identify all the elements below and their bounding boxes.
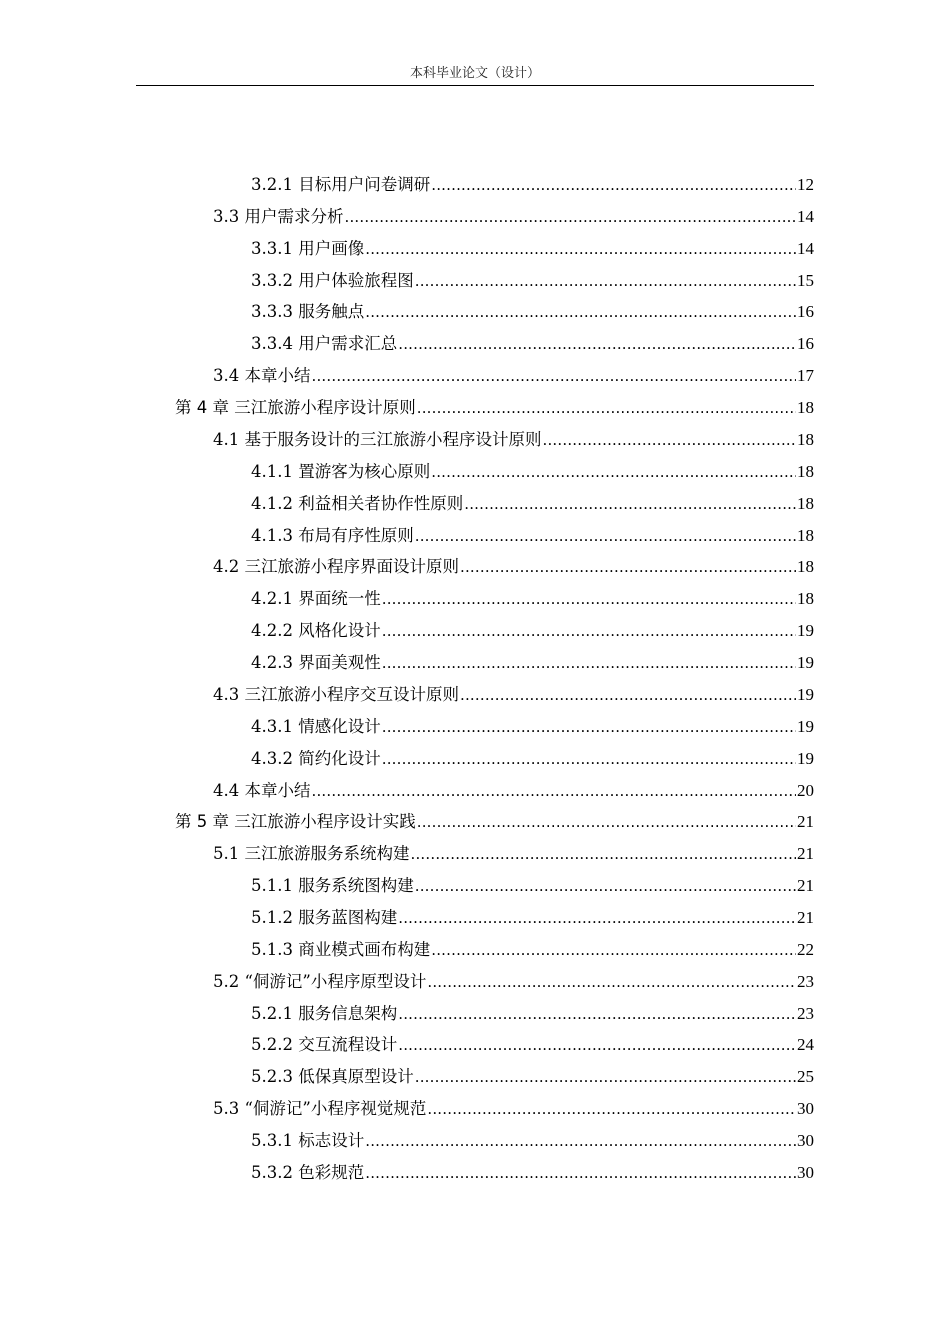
toc-entry-title: 第 4 章 三江旅游小程序设计原则 [175,398,416,418]
toc-page-number: 19 [797,621,814,641]
toc-entry-title: 4.3.2 简约化设计 [251,748,381,768]
toc-entry-title: 5.2.1 服务信息架构 [251,1003,398,1023]
toc-page-number: 17 [797,366,814,386]
toc-entry-title: 3.3.3 服务触点 [251,302,365,322]
toc-subsection-entry[interactable] [251,1063,814,1091]
toc-page-number: 15 [797,270,814,290]
toc-subsection-entry[interactable] [251,267,814,295]
toc-page-number: 19 [797,716,814,736]
toc-section-entry[interactable] [213,362,814,390]
toc-dot-leader [365,1127,796,1155]
toc-page-number: 20 [797,780,814,800]
toc-subsection-entry[interactable] [251,872,814,900]
toc-chapter-entry[interactable] [175,394,814,422]
toc-dot-leader [460,681,796,709]
toc-dot-leader [398,330,796,358]
toc-entry-title: 5.2 “侗游记”小程序原型设计 [213,971,427,991]
toc-page-number: 18 [797,461,814,481]
page-header-title: 本科毕业论文（设计） [409,66,540,81]
toc-entry-title: 5.1.1 服务系统图构建 [251,876,414,896]
toc-entry-title: 4.2.2 风格化设计 [251,621,381,641]
toc-entry-title: 4.1.1 置游客为核心原则 [251,461,431,481]
toc-dot-leader [464,490,796,518]
toc-subsection-entry[interactable] [251,617,814,645]
toc-dot-leader [382,649,796,677]
toc-dot-leader [398,1000,796,1028]
toc-page-number: 18 [797,398,814,418]
toc-dot-leader [365,235,796,263]
toc-dot-leader [382,745,796,773]
toc-subsection-entry[interactable] [251,1000,814,1028]
toc-section-entry[interactable] [213,203,814,231]
toc-section-entry[interactable] [213,840,814,868]
toc-subsection-entry[interactable] [251,490,814,518]
toc-page-number: 19 [797,653,814,673]
toc-page-number: 30 [797,1162,814,1182]
toc-subsection-entry[interactable] [251,713,814,741]
toc-page-number: 30 [797,1099,814,1119]
toc-dot-leader [382,713,796,741]
toc-page-number: 16 [797,334,814,354]
toc-entry-title: 4.4 本章小结 [213,780,311,800]
toc-page-number: 30 [797,1131,814,1151]
toc-section-entry[interactable] [213,426,814,454]
toc-page-number: 21 [797,876,814,896]
toc-entry-title: 3.4 本章小结 [213,366,311,386]
toc-subsection-entry[interactable] [251,649,814,677]
toc-page-number: 21 [797,812,814,832]
toc-dot-leader [543,426,797,454]
toc-dot-leader [460,553,796,581]
toc-page-number: 21 [797,844,814,864]
toc-dot-leader [415,522,796,550]
toc-subsection-entry[interactable] [251,171,814,199]
header-divider [136,85,814,86]
toc-subsection-entry[interactable] [251,330,814,358]
toc-dot-leader [431,171,796,199]
toc-page-number: 23 [797,1003,814,1023]
toc-subsection-entry[interactable] [251,235,814,263]
toc-section-entry[interactable] [213,681,814,709]
toc-page-number: 14 [797,238,814,258]
toc-entry-title: 3.2.1 目标用户问卷调研 [251,175,431,194]
toc-subsection-entry[interactable] [251,1127,814,1155]
toc-entry-title: 4.2 三江旅游小程序界面设计原则 [213,557,459,577]
toc-dot-leader [431,458,796,486]
toc-dot-leader [415,1063,796,1091]
toc-entry-title: 4.3.1 情感化设计 [251,716,381,736]
toc-entry-title: 4.2.1 界面统一性 [251,589,381,609]
toc-page-number: 18 [797,493,814,513]
toc-entry-title: 5.1 三江旅游服务系统构建 [213,844,410,864]
toc-dot-leader [398,1031,796,1059]
toc-entry-title: 5.2.3 低保真原型设计 [251,1067,414,1087]
toc-page-number: 22 [797,939,814,959]
toc-subsection-entry[interactable] [251,745,814,773]
toc-dot-leader [312,362,797,390]
toc-entry-title: 5.2.2 交互流程设计 [251,1035,398,1055]
toc-page-number: 21 [797,908,814,927]
toc-dot-leader [365,1159,796,1187]
toc-subsection-entry[interactable] [251,298,814,326]
toc-entry-title: 5.3.1 标志设计 [251,1131,365,1151]
toc-page-number: 18 [797,589,814,609]
toc-subsection-entry[interactable] [251,585,814,613]
toc-dot-leader [431,936,796,964]
toc-section-entry[interactable] [213,1095,814,1123]
toc-subsection-entry[interactable] [251,1031,814,1059]
toc-page-number: 18 [797,557,814,577]
toc-dot-leader [411,840,797,868]
toc-dot-leader [417,808,796,836]
toc-subsection-entry[interactable] [251,904,814,932]
toc-dot-leader [398,904,796,932]
toc-subsection-entry[interactable] [251,458,814,486]
toc-section-entry[interactable] [213,553,814,581]
toc-entry-title: 第 5 章 三江旅游小程序设计实践 [175,812,416,832]
toc-page-number: 18 [797,429,814,449]
toc-entry-title: 4.2.3 界面美观性 [251,653,381,673]
toc-entry-title: 3.3.1 用户画像 [251,238,365,258]
toc-page-number: 19 [797,748,814,768]
toc-page-number: 19 [797,684,814,704]
toc-entry-title: 5.1.2 服务蓝图构建 [251,908,398,927]
toc-subsection-entry[interactable] [251,522,814,550]
toc-page-number: 14 [797,206,814,226]
toc-chapter-entry[interactable] [175,808,814,836]
toc-subsection-entry[interactable] [251,936,814,964]
toc-section-entry[interactable] [213,777,814,805]
toc-dot-leader [312,777,797,805]
toc-page-number: 12 [797,175,814,194]
toc-dot-leader [415,872,796,900]
toc-page-number: 25 [797,1067,814,1087]
toc-entry-title: 3.3.4 用户需求汇总 [251,334,398,354]
toc-page-number: 24 [797,1035,814,1055]
toc-entry-title: 3.3 用户需求分析 [213,206,344,226]
toc-entry-title: 4.1.2 利益相关者协作性原则 [251,493,464,513]
toc-page-number: 23 [797,971,814,991]
toc-dot-leader [427,968,796,996]
toc-dot-leader [415,267,796,295]
toc-page-number: 16 [797,302,814,322]
toc-entry-title: 4.1 基于服务设计的三江旅游小程序设计原则 [213,429,542,449]
toc-entry-title: 3.3.2 用户体验旅程图 [251,270,414,290]
toc-entry-title: 5.1.3 商业模式画布构建 [251,939,431,959]
toc-dot-leader [427,1095,796,1123]
toc-entry-title: 5.3 “侗游记”小程序视觉规范 [213,1099,427,1119]
toc-entry-title: 4.3 三江旅游小程序交互设计原则 [213,684,459,704]
toc-dot-leader [365,298,796,326]
toc-entry-title: 4.1.3 布局有序性原则 [251,525,414,545]
toc-dot-leader [382,617,796,645]
toc-section-entry[interactable] [213,968,814,996]
toc-entry-title: 5.3.2 色彩规范 [251,1162,365,1182]
toc-subsection-entry[interactable] [251,1159,814,1187]
toc-page-number: 18 [797,525,814,545]
toc-dot-leader [417,394,796,422]
toc-dot-leader [382,585,796,613]
toc-dot-leader [345,203,797,231]
